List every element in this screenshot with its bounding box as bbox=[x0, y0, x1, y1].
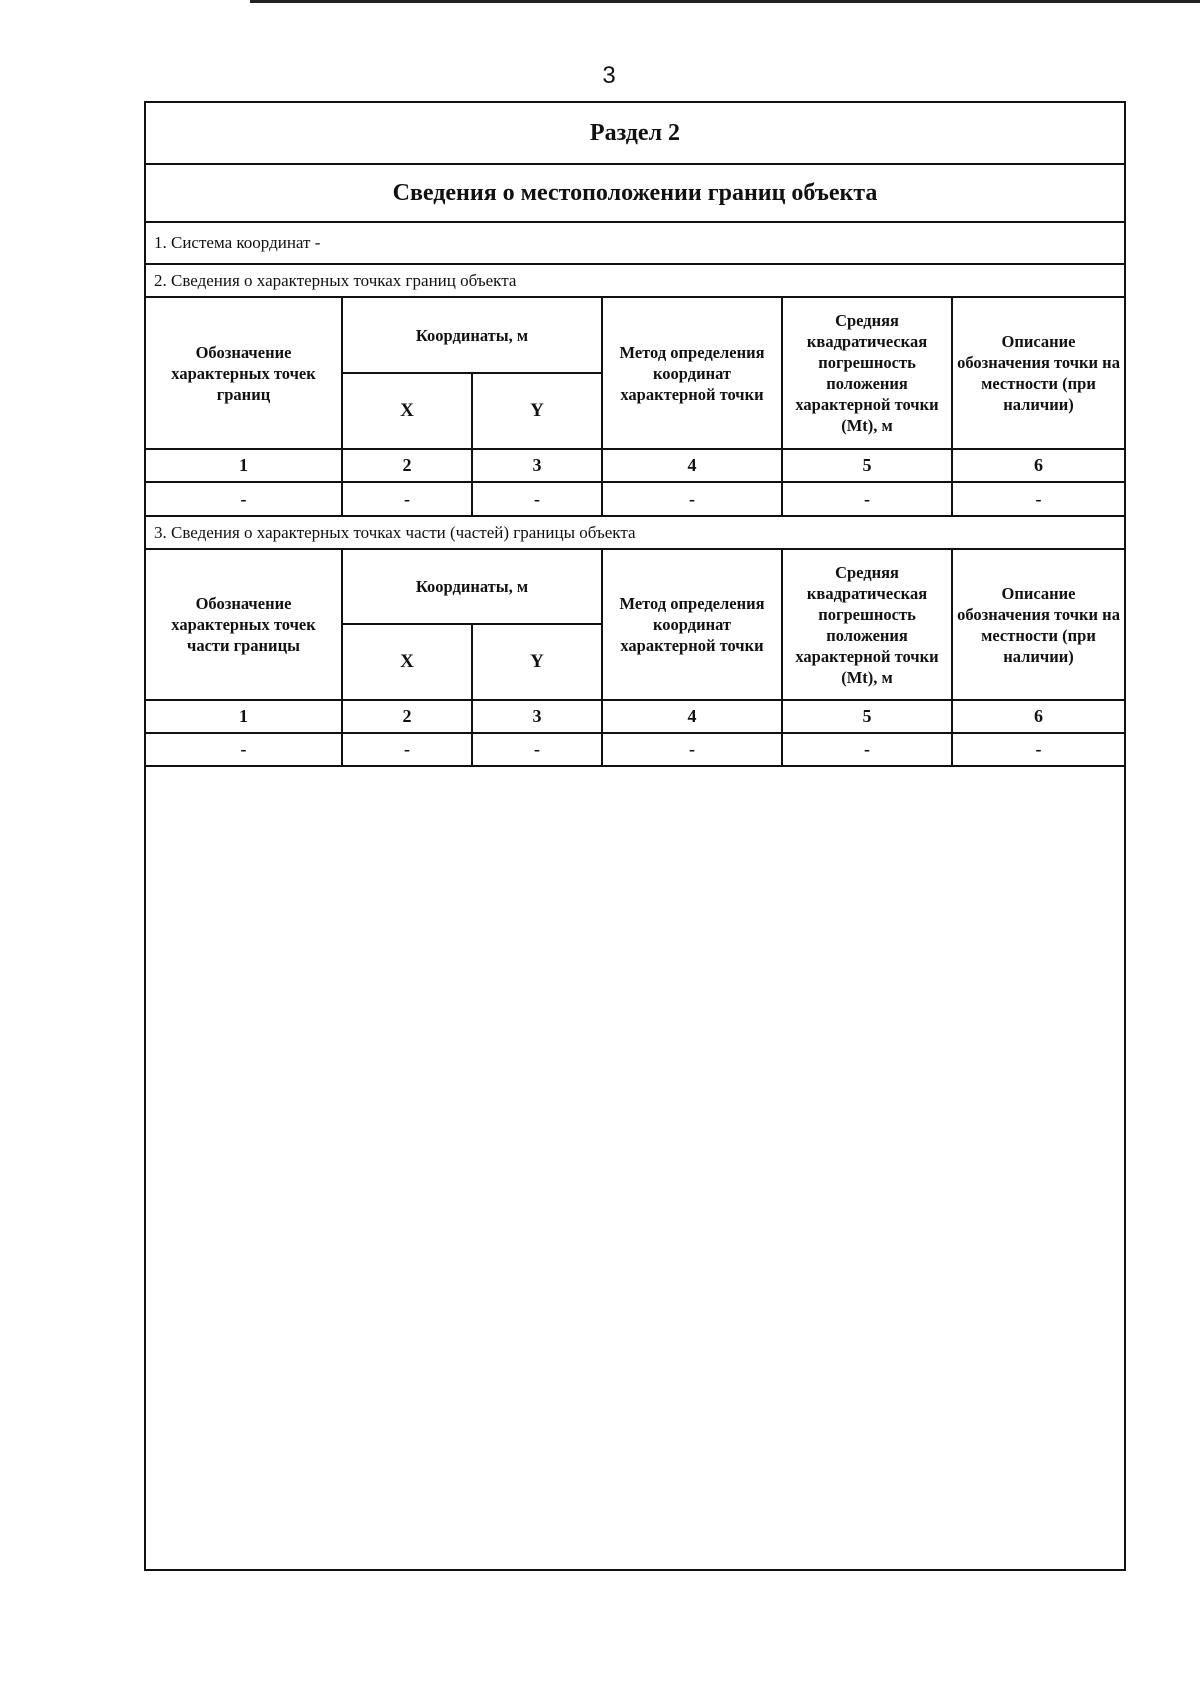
header-description: Описание обозначения точки на местности (при наличии) bbox=[952, 549, 1124, 700]
column-number: 2 bbox=[342, 700, 472, 733]
column-number: 1 bbox=[146, 700, 342, 733]
header-coordinates: Координаты, м bbox=[342, 549, 602, 624]
column-number: 6 bbox=[952, 449, 1124, 482]
table-cell: - bbox=[472, 733, 602, 766]
header-x: X bbox=[342, 624, 472, 700]
header-designation: Обозначение характерных точек части границы bbox=[146, 549, 342, 700]
column-number: 4 bbox=[602, 700, 782, 733]
page-number: 3 bbox=[602, 62, 616, 89]
column-number: 1 bbox=[146, 449, 342, 482]
coordinate-system-line: 1. Система координат - bbox=[146, 223, 1124, 265]
table-cell: - bbox=[146, 733, 342, 766]
header-error: Средняя квадратическая погрешность положения характерной точки (Mt), м bbox=[782, 549, 952, 700]
table-cell: - bbox=[342, 733, 472, 766]
column-number: 4 bbox=[602, 449, 782, 482]
top-edge-rule bbox=[250, 0, 1200, 3]
section-title: Раздел 2 bbox=[146, 103, 1124, 165]
part-boundary-points-heading: 3. Сведения о характерных точках части (частей) границы объекта bbox=[154, 522, 636, 542]
header-error: Средняя квадратическая погрешность положения характерной точки (Mt), м bbox=[782, 298, 952, 449]
table-cell: - bbox=[472, 482, 602, 516]
header-description: Описание обозначения точки на местности (при наличии) bbox=[952, 298, 1124, 449]
section-frame bbox=[144, 101, 1126, 1571]
table-cell: - bbox=[602, 482, 782, 516]
header-coordinates: Координаты, м bbox=[342, 298, 602, 373]
header-y: Y bbox=[472, 373, 602, 449]
table-cell: - bbox=[602, 733, 782, 766]
table-cell: - bbox=[782, 733, 952, 766]
table-cell: - bbox=[952, 482, 1124, 516]
header-method: Метод определения координат характерной точки bbox=[602, 298, 782, 449]
table-cell: - bbox=[146, 482, 342, 516]
column-number: 5 bbox=[782, 700, 952, 733]
table-cell: - bbox=[782, 482, 952, 516]
column-number: 3 bbox=[472, 449, 602, 482]
header-x: X bbox=[342, 373, 472, 449]
header-method: Метод определения координат характерной точки bbox=[602, 549, 782, 700]
column-number: 5 bbox=[782, 449, 952, 482]
section-subtitle: Сведения о местоположении границ объекта bbox=[146, 165, 1124, 223]
boundary-points-heading: 2. Сведения о характерных точках границ объекта bbox=[146, 265, 1124, 298]
part-boundary-points-table bbox=[146, 548, 1124, 767]
column-number: 2 bbox=[342, 449, 472, 482]
header-y: Y bbox=[472, 624, 602, 700]
boundary-points-table bbox=[146, 298, 1124, 517]
column-number: 6 bbox=[952, 700, 1124, 733]
table-cell: - bbox=[952, 733, 1124, 766]
column-number: 3 bbox=[472, 700, 602, 733]
table-cell: - bbox=[342, 482, 472, 516]
header-designation: Обозначение характерных точек границ bbox=[146, 298, 342, 449]
